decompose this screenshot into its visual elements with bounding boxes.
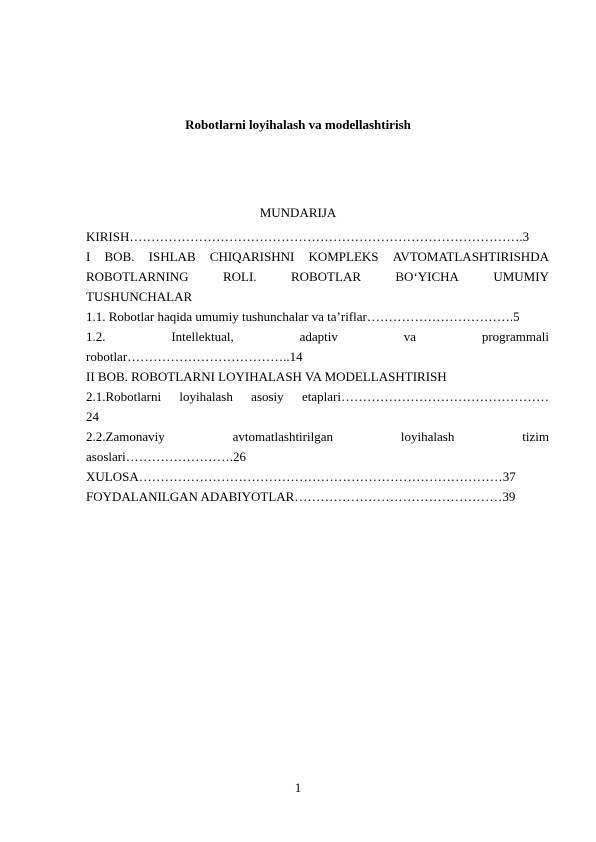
toc-word: BOB. <box>104 249 135 264</box>
toc-line <box>86 427 549 447</box>
contents-heading: MUNDARIJA <box>259 205 337 220</box>
toc-line <box>86 467 549 487</box>
toc-word: 1.2. <box>86 329 106 344</box>
toc-line <box>86 267 549 287</box>
toc-word: FOYDALANILGAN ADABIYOTLAR…………………………………………39 <box>86 489 516 504</box>
toc-word: ROLI. <box>222 269 257 284</box>
toc-word: XULOSA…………………………………………………………………………37 <box>86 469 516 484</box>
toc-word: 1.1. Robotlar haqida umumiy tushunchalar va ta’riflar…………………………….5 <box>86 309 520 324</box>
toc-word: adaptiv <box>299 329 338 344</box>
toc-word: KIRISH……………………………………………………………………………….3 <box>86 229 530 244</box>
toc-word: loyihalash <box>400 429 455 444</box>
toc-word: avtomatlashtirilgan <box>232 429 333 444</box>
toc-word: loyihalash <box>179 389 233 404</box>
toc-line <box>86 387 549 407</box>
toc-line <box>86 347 549 367</box>
toc-word: ISHLAB <box>148 249 196 264</box>
toc-line <box>86 407 549 427</box>
toc-word: va <box>403 329 416 344</box>
toc-word: 24 <box>86 409 99 424</box>
toc-line <box>86 487 549 507</box>
toc-line <box>86 287 549 307</box>
toc-word: I <box>86 249 91 264</box>
document-title: Robotlarni loyihalash va modellashtirish <box>185 117 411 132</box>
toc-word: 2.2.Zamonaviy <box>86 429 165 444</box>
toc-word: tizim <box>522 429 549 444</box>
toc-word: BO‘YICHA <box>395 269 459 284</box>
toc-word: asosiy <box>251 389 284 404</box>
toc-word: II BOB. ROBOTLARNI LOYIHALASH VA MODELLASHTIRISH <box>86 369 447 384</box>
toc-word: Intellektual, <box>171 329 234 344</box>
toc-word: programmali <box>481 329 549 344</box>
table-of-contents <box>86 227 549 507</box>
toc-line <box>86 307 549 327</box>
toc-word: UMUMIY <box>493 269 549 284</box>
toc-line <box>86 447 549 467</box>
toc-word: asoslari…………………….26 <box>86 449 246 464</box>
toc-line <box>86 367 549 387</box>
toc-word: robotlar………………………………..14 <box>86 349 303 364</box>
toc-line <box>86 327 549 347</box>
toc-line <box>86 247 549 267</box>
toc-word: AVTOMATLASHTIRISHDA <box>392 249 549 264</box>
toc-word: ROBOTLAR <box>290 269 361 284</box>
toc-word: KOMPLEKS <box>308 249 379 264</box>
toc-word: CHIQARISHNI <box>209 249 295 264</box>
page-number: 1 <box>294 780 302 795</box>
toc-word: ROBOTLARNING <box>86 269 189 284</box>
toc-word: 2.1.Robotlarni <box>86 389 162 404</box>
toc-line <box>86 227 549 247</box>
toc-word: etaplari………………………………………… <box>301 389 549 404</box>
toc-word: TUSHUNCHALAR <box>86 289 193 304</box>
